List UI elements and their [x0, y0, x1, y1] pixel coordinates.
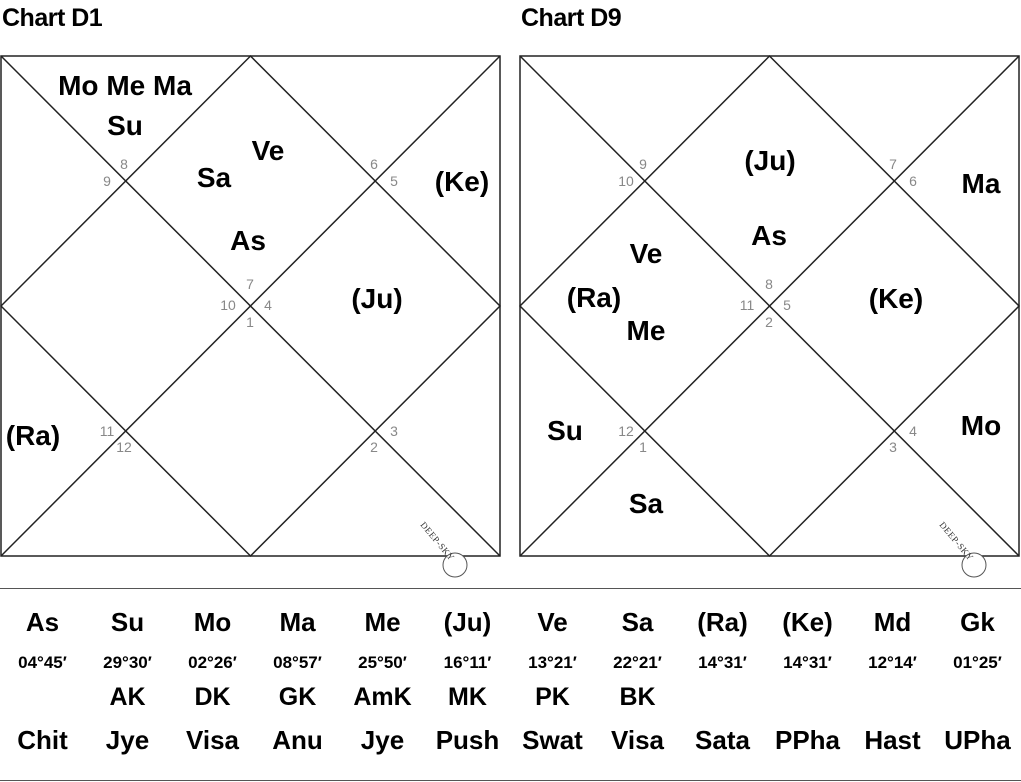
- planet-label: Ve: [251, 135, 285, 166]
- planet-name: (Ju): [443, 607, 492, 637]
- nakshatra-label: Jye: [105, 725, 150, 755]
- planet-label: (Ju): [744, 145, 796, 176]
- planet-degree: 02°26′: [188, 653, 237, 672]
- house-number: 8: [765, 276, 773, 292]
- house-number: 8: [120, 156, 128, 172]
- nakshatra-label: Visa: [185, 725, 239, 755]
- house-number: 5: [390, 173, 398, 189]
- planet-degree: 13°21′: [528, 653, 577, 672]
- planet-label: Mo Me Ma: [58, 70, 192, 101]
- planet-name: Mo: [193, 607, 232, 637]
- planet-name: Me: [364, 607, 401, 637]
- planet-name: Md: [873, 607, 912, 637]
- planet-label: (Ke): [434, 166, 490, 197]
- planet-label: Su: [107, 110, 143, 141]
- house-number: 1: [246, 314, 254, 330]
- karaka-label: AK: [109, 683, 146, 711]
- chart-d1-title: Chart D1: [2, 4, 103, 32]
- house-number: 7: [889, 156, 897, 172]
- planet-degree: 12°14′: [868, 653, 917, 672]
- chart-d1-diagram: [0, 55, 501, 563]
- planet-label: (Ju): [351, 283, 403, 314]
- house-number: 6: [909, 173, 917, 189]
- house-number: 3: [390, 423, 398, 439]
- planet-label: (Ra): [566, 282, 622, 313]
- planet-name: As: [25, 607, 60, 637]
- planet-name: Ma: [279, 607, 316, 637]
- planet-label: Mo: [960, 410, 1002, 441]
- planet-label: (Ra): [5, 420, 61, 451]
- nakshatra-label: Jye: [360, 725, 405, 755]
- planet-degree: 29°30′: [103, 653, 152, 672]
- planet-label: Sa: [628, 488, 664, 519]
- planet-label: As: [751, 220, 787, 251]
- deep-sky-logo: [937, 520, 986, 577]
- planet-label: As: [230, 225, 266, 256]
- planet-degree: 14°31′: [783, 653, 832, 672]
- planet-degree: 22°21′: [613, 653, 662, 672]
- nakshatra-label: Sata: [695, 725, 750, 755]
- planet-label: Me: [626, 315, 666, 346]
- planet-label: Sa: [196, 162, 232, 193]
- nakshatra-label: Visa: [610, 725, 664, 755]
- planet-label: (Ke): [868, 283, 924, 314]
- house-number: 5: [783, 297, 791, 313]
- nakshatra-label: Hast: [864, 725, 921, 755]
- nakshatra-label: Swat: [522, 725, 583, 755]
- house-number: 2: [370, 439, 378, 455]
- nakshatra-label: PPha: [774, 725, 841, 755]
- karaka-label: AmK: [353, 683, 412, 711]
- planet-name: Gk: [960, 607, 995, 637]
- house-number: 10: [220, 297, 236, 313]
- planet-name: Sa: [621, 607, 654, 637]
- deep-sky-logo: [418, 520, 467, 577]
- planet-label: Ma: [961, 168, 1001, 199]
- house-number: 7: [246, 276, 254, 292]
- karaka-label: MK: [448, 683, 487, 711]
- karaka-label: DK: [194, 683, 231, 711]
- karaka-label: BK: [619, 683, 656, 711]
- planet-name: Ve: [537, 607, 568, 637]
- planet-degree: 14°31′: [698, 653, 747, 672]
- karaka-label: PK: [535, 683, 570, 711]
- house-number: 9: [639, 156, 647, 172]
- house-number: 10: [618, 173, 634, 189]
- planet-degree: 08°57′: [273, 653, 322, 672]
- table-top-divider: [0, 588, 1021, 589]
- nakshatra-label: Chit: [17, 725, 68, 755]
- planet-name: Su: [110, 607, 145, 637]
- house-number: 12: [618, 423, 634, 439]
- house-number: 11: [99, 423, 115, 439]
- house-number: 3: [889, 439, 897, 455]
- house-number: 2: [765, 314, 773, 330]
- planet-degree: 16°11′: [443, 653, 492, 672]
- house-number: 4: [264, 297, 272, 313]
- planet-label: Su: [547, 415, 583, 446]
- house-number: 9: [103, 173, 111, 189]
- planet-degree: 25°50′: [358, 653, 407, 672]
- planet-degree: 01°25′: [953, 653, 1002, 672]
- house-number: 4: [909, 423, 917, 439]
- chart-d9-title: Chart D9: [521, 4, 622, 32]
- house-number: 6: [370, 156, 378, 172]
- house-number: 12: [116, 439, 132, 455]
- karaka-label: GK: [278, 683, 317, 711]
- planet-name: (Ke): [782, 607, 833, 637]
- planet-name: (Ra): [697, 607, 748, 637]
- nakshatra-label: UPha: [944, 725, 1011, 755]
- table-bottom-divider: [0, 780, 1021, 781]
- house-number: 1: [639, 439, 647, 455]
- svg-text:DEEP-SKY: DEEP-SKY: [418, 519, 457, 563]
- planet-degree: 04°45′: [18, 653, 67, 672]
- nakshatra-label: Anu: [272, 725, 323, 755]
- chart-d9-diagram: [519, 55, 1020, 563]
- nakshatra-label: Push: [435, 725, 500, 755]
- svg-text:DEEP-SKY: DEEP-SKY: [937, 519, 976, 563]
- planet-label: Ve: [629, 238, 663, 269]
- house-number: 11: [739, 297, 755, 313]
